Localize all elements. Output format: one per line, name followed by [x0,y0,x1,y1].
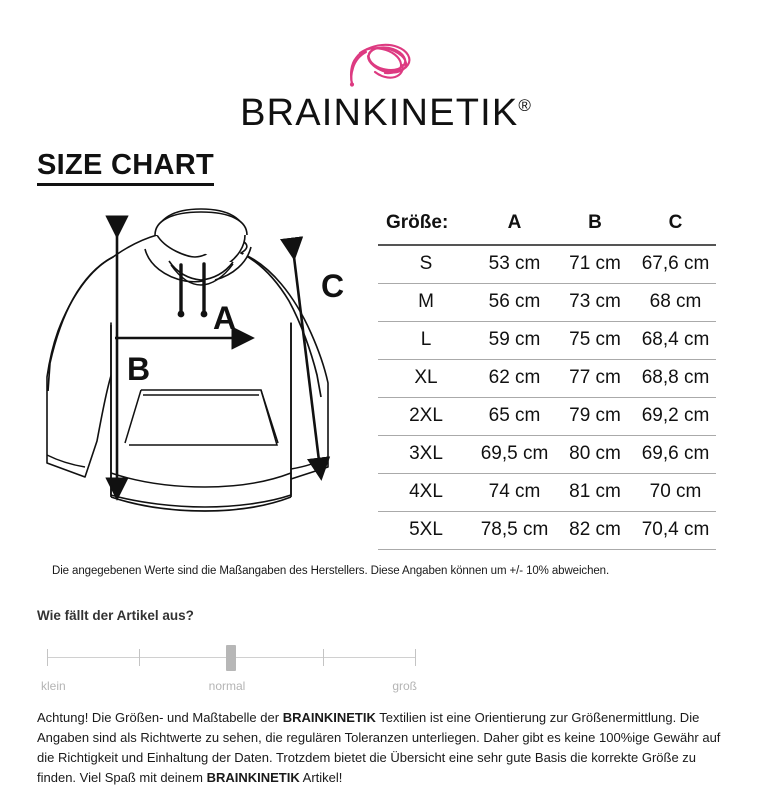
cell-size: L [378,322,474,360]
fit-label-normal: normal [208,679,246,693]
measure-label-c: C [321,268,345,304]
fit-label-klein: klein [41,679,66,693]
cell-a: 69,5 cm [474,436,555,474]
footer-text-part1: Achtung! Die Größen- und Maßtabelle der [37,710,283,725]
cell-size: 2XL [378,398,474,436]
cell-b: 77 cm [555,360,635,398]
fit-slider-tick [323,649,324,666]
cell-b: 75 cm [555,322,635,360]
footer-brand-2: BRAINKINETIK [206,770,300,786]
table-row [378,360,716,398]
cell-a: 62 cm [474,360,555,398]
cell-c: 70 cm [635,474,716,512]
measure-label-b: B [127,351,151,387]
cell-size: 3XL [378,436,474,474]
cell-b: 79 cm [555,398,635,436]
cell-c: 69,2 cm [635,398,716,436]
cell-c: 68 cm [635,284,716,322]
hoodie-diagram-icon [45,205,375,545]
fit-slider[interactable] [37,641,417,675]
fit-slider-labels [37,679,417,697]
cell-a: 74 cm [474,474,555,512]
table-header-row [378,205,716,245]
cell-a: 65 cm [474,398,555,436]
tangled-scribble-logo-icon [338,36,434,88]
size-table [378,205,716,550]
table-row [378,474,716,512]
fit-question-label: Wie fällt der Artikel aus? [37,608,194,623]
measurement-disclaimer: Die angegebenen Werte sind die Maßangaben des Herstellers. Diese Angaben können um +/- 10% abweichen. [52,565,610,577]
table-row [378,284,716,322]
fit-slider-thumb[interactable] [226,645,236,671]
measure-label-a: A [213,300,237,336]
cell-size: S [378,245,474,284]
hoodie-illustration [45,205,375,545]
cell-c: 70,4 cm [635,512,716,550]
cell-size: XL [378,360,474,398]
table-row [378,436,716,474]
cell-size: 5XL [378,512,474,550]
cell-c: 67,6 cm [635,245,716,284]
fit-slider-tick [415,649,416,666]
page-title: SIZE CHART [37,150,214,186]
cell-b: 73 cm [555,284,635,322]
cell-b: 71 cm [555,245,635,284]
cell-a: 56 cm [474,284,555,322]
footer-text-part2: Textilien ist eine Orientierung zur Größenermittlung. Die Angaben sind als Richtwerte zu sehen, die regulären Toleranzen unterliegen. Daher gibt es keine 100%ige Gewähr auf die Richtigkeit und Einhaltung der Daten. Trotzdem bietet die Übersicht eine sehr gute Basis die korrekte Größe zu finden. Viel Spaß mit deinem [37,710,721,786]
table-row [378,245,716,284]
fit-slider-tick [139,649,140,666]
cell-c: 68,4 cm [635,322,716,360]
fit-feedback-section [37,608,437,697]
cell-size: M [378,284,474,322]
column-header-b: B [555,205,635,245]
brand-wordmark [240,92,531,135]
column-header-size: Größe: [378,205,474,245]
cell-b: 80 cm [555,436,635,474]
cell-b: 81 cm [555,474,635,512]
fit-label-gross: groß [392,679,417,693]
cell-a: 59 cm [474,322,555,360]
footer-text-part3: Artikel! [299,770,343,786]
table-row [378,512,716,550]
cell-size: 4XL [378,474,474,512]
cell-b: 82 cm [555,512,635,550]
cell-c: 68,8 cm [635,360,716,398]
scribble-end-dot-icon [349,82,353,86]
cell-a: 78,5 cm [474,512,555,550]
brand-wordmark-text: BRAINKINETIK [240,92,519,134]
table-body [378,245,716,550]
table-row [378,322,716,360]
table-row [378,398,716,436]
fit-slider-tick [47,649,48,666]
column-header-a: A [474,205,555,245]
footer-note [37,708,737,789]
cell-c: 69,6 cm [635,436,716,474]
column-header-c: C [635,205,716,245]
footer-brand-1: BRAINKINETIK [282,710,376,725]
registered-trademark-symbol: ® [518,96,531,115]
brand-logo [0,36,771,135]
cell-a: 53 cm [474,245,555,284]
